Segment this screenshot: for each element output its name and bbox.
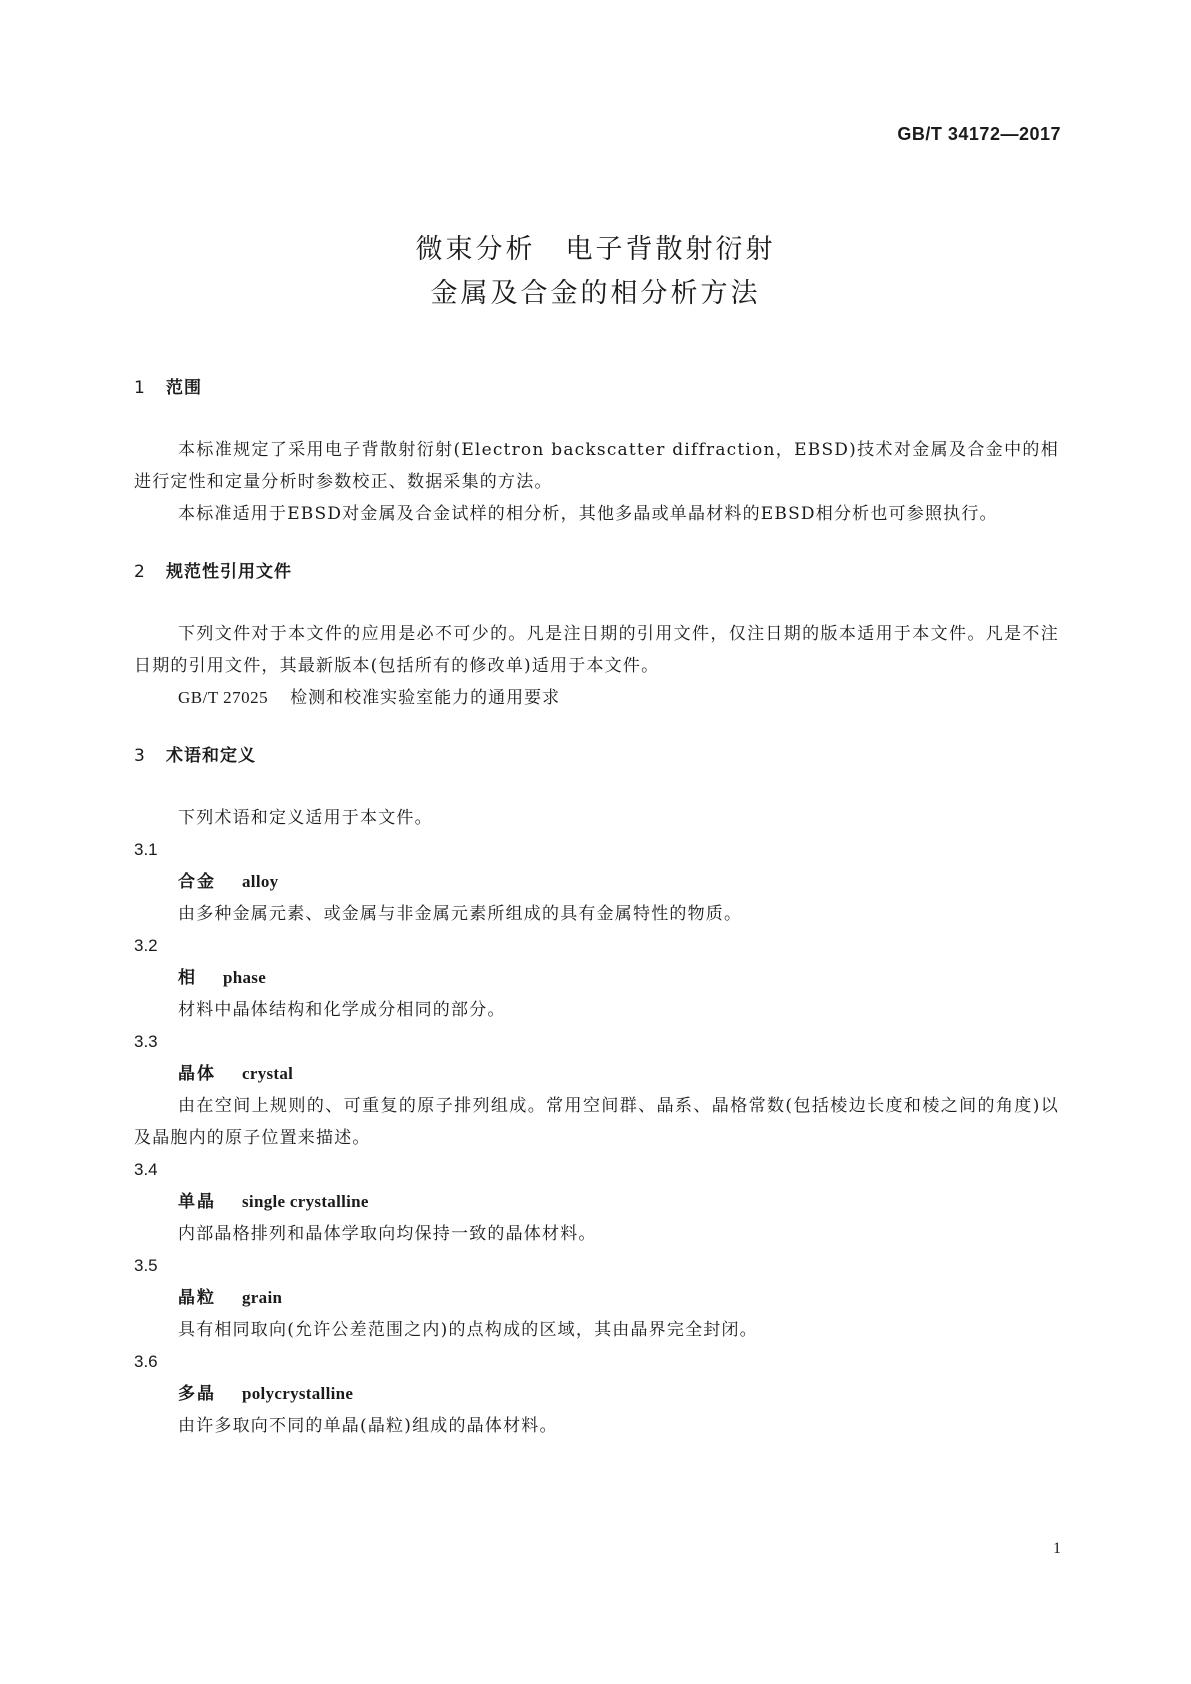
term-number: 3.2 <box>134 936 158 955</box>
term-definition: 由许多取向不同的单晶(晶粒)组成的晶体材料。 <box>178 1416 558 1436</box>
section-heading-normative-references <box>134 556 1059 588</box>
term-name <box>134 1282 1059 1314</box>
term-name <box>134 962 1059 994</box>
term-zh: 晶粒 <box>178 1288 216 1308</box>
title-line-1: 微束分析 电子背散射衍射 <box>415 234 776 265</box>
term-name <box>134 1378 1059 1410</box>
section-title: 术语和定义 <box>166 746 256 766</box>
term-zh: 合金 <box>178 872 216 892</box>
term-en: alloy <box>242 872 279 891</box>
terms-intro: 下列术语和定义适用于本文件。 <box>178 808 433 828</box>
term-entry <box>134 1250 1059 1346</box>
section-heading-terms <box>134 740 1059 772</box>
term-name <box>134 1186 1059 1218</box>
document-title <box>0 228 1191 316</box>
term-en: phase <box>223 968 267 987</box>
section-title: 规范性引用文件 <box>166 562 292 582</box>
section-number: 1 <box>134 378 146 398</box>
scope-paragraph-1: 本标准规定了采用电子背散射衍射(Electron backscatter diffraction，EBSD)技术对金属及合金中的相进行定性和定量分析时参数校正、数据采集的方法。 <box>134 440 1059 492</box>
section-number: 3 <box>134 746 146 766</box>
section-heading-scope <box>134 372 1059 404</box>
term-number: 3.5 <box>134 1256 158 1275</box>
title-line-2: 金属及合金的相分析方法 <box>430 278 761 309</box>
page-number: 1 <box>1053 1540 1061 1557</box>
term-en: crystal <box>242 1064 294 1083</box>
term-name <box>134 1058 1059 1090</box>
term-zh: 多晶 <box>178 1384 216 1404</box>
term-entry <box>134 1026 1059 1154</box>
term-definition: 内部晶格排列和晶体学取向均保持一致的晶体材料。 <box>178 1224 597 1244</box>
term-entry <box>134 1346 1059 1442</box>
term-definition: 由在空间上规则的、可重复的原子排列组成。常用空间群、晶系、晶格常数(包括棱边长度和棱之间的角度)以及晶胞内的原子位置来描述。 <box>134 1096 1059 1148</box>
reference-entry <box>134 682 1059 714</box>
term-entry <box>134 834 1059 930</box>
term-name <box>134 866 1059 898</box>
term-en: single crystalline <box>242 1192 369 1211</box>
section-number: 2 <box>134 562 146 582</box>
term-zh: 单晶 <box>178 1192 216 1212</box>
term-number: 3.6 <box>134 1352 158 1371</box>
term-zh: 晶体 <box>178 1064 216 1084</box>
term-en: grain <box>242 1288 283 1307</box>
term-definition: 材料中晶体结构和化学成分相同的部分。 <box>178 1000 506 1020</box>
reference-title: 检测和校准实验室能力的通用要求 <box>290 688 561 708</box>
term-entry <box>134 930 1059 1026</box>
term-number: 3.3 <box>134 1032 158 1051</box>
standard-number: GB/T 34172—2017 <box>897 124 1061 144</box>
term-number: 3.4 <box>134 1160 158 1179</box>
term-definition: 具有相同取向(允许公差范围之内)的点构成的区域，其由晶界完全封闭。 <box>178 1320 758 1340</box>
reference-code: GB/T 27025 <box>178 688 269 707</box>
document-body <box>134 372 1059 1442</box>
references-paragraph: 下列文件对于本文件的应用是必不可少的。凡是注日期的引用文件，仅注日期的版本适用于本文件。凡是不注日期的引用文件，其最新版本(包括所有的修改单)适用于本文件。 <box>134 624 1059 676</box>
scope-paragraph-2: 本标准适用于EBSD对金属及合金试样的相分析，其他多晶或单晶材料的EBSD相分析也可参照执行。 <box>178 504 998 524</box>
term-number: 3.1 <box>134 840 158 859</box>
term-zh: 相 <box>178 968 197 988</box>
term-en: polycrystalline <box>242 1384 354 1403</box>
term-definition: 由多种金属元素、或金属与非金属元素所组成的具有金属特性的物质。 <box>178 904 743 924</box>
term-entry <box>134 1154 1059 1250</box>
section-title: 范围 <box>166 378 202 398</box>
